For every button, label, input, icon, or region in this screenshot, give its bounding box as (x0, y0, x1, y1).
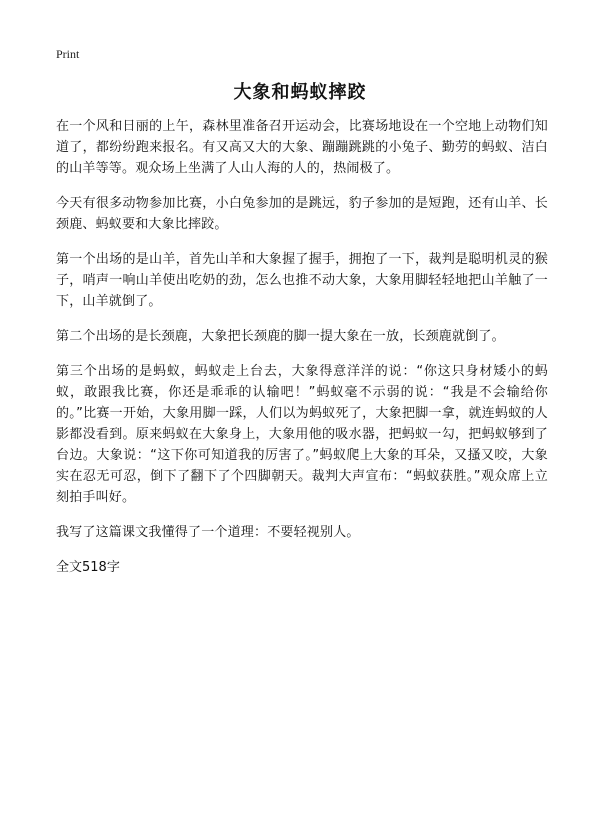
word-count: 全文518字 (56, 560, 120, 575)
article-paragraph: 在一个风和日丽的上午，森林里准备召开运动会，比赛场地设在一个空地上动物们知道了，都纷纷跑来报名。有又高又大的大象、蹦蹦跳跳的小兔子、勤劳的蚂蚁、洁白的山羊等等。观众场上坐满了人山人海的人的，热闹极了。 (56, 119, 548, 176)
print-link[interactable]: Print (56, 47, 80, 61)
article-paragraph: 第三个出场的是蚂蚁，蚂蚁走上台去，大象得意洋洋的说：“你这只身材矮小的蚂蚁，敢跟我比赛，你还是乖乖的认输吧！”蚂蚁毫不示弱的说：“我是不会输给你的。”比赛一开始，大象用脚一踩，人们以为蚂蚁死了，大象把脚一拿，就连蚂蚁的人影都没看到。原来蚂蚁在大象身上，大象用他的吸水器，把蚂蚁一勾，把蚂蚁够到了台边。大象说：“这下你可知道我的厉害了。”蚂蚁爬上大象的耳朵，又搔又咬，大象实在忍无可忍，倒下了翻下了个四脚朝天。裁判大声宣布：“蚂蚁获胜。”观众席上立刻拍手叫好。 (56, 364, 548, 505)
article-paragraph: 第二个出场的是长颈鹿，大象把长颈鹿的脚一提大象在一放，长颈鹿就倒了。 (56, 329, 505, 344)
article-paragraph: 第一个出场的是山羊，首先山羊和大象握了握手，拥抱了一下，裁判是聪明机灵的猴子，哨声一响山羊使出吃奶的劲，怎么也推不动大象，大象用脚轻轻地把山羊触了一下，山羊就倒了。 (56, 252, 548, 309)
article-body (56, 116, 548, 578)
article-paragraph: 我写了这篇课文我懂得了一个道理：不要轻视别人。 (56, 525, 360, 540)
article-title: 大象和蚂蚁摔跤 (233, 82, 367, 103)
article-paragraph: 今天有很多动物参加比赛，小白兔参加的是跳远，豹子参加的是短跑，还有山羊、长颈鹿、蚂蚁要和大象比摔跤。 (56, 196, 548, 232)
